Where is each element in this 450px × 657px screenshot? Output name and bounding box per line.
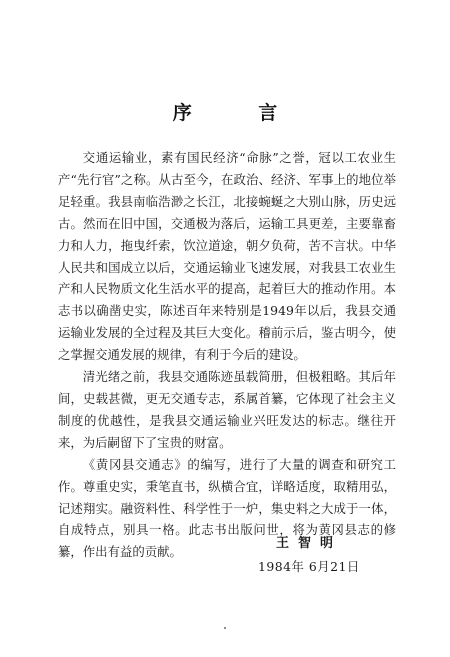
signature-date: 1984年 6月21日	[258, 559, 360, 574]
paragraph-3: 《黄冈县交通志》的编写，进行了大量的调查和研究工作。尊重史实，秉笔直书，纵横合宜，详略适度，取精用弘，记述翔实。融资料性、科学性于一炉，集史料之大成于一体，自成特点，别具一格。此志书出版问世，将为黄冈县志的修纂，作出有益的贡献。	[58, 456, 396, 560]
page-title: 序 言	[172, 102, 308, 124]
scan-speck	[224, 627, 226, 629]
paragraph-2: 清光绪之前，我县交通陈迹虽载简册，但极粗略。其后年间，史载甚微，更无交通专志，系属首纂，它体现了社会主义制度的优越性，是我县交通运输业兴旺发达的标志。继往开来，为后嗣留下了宝贵的财富。	[58, 369, 396, 450]
author-signature: 王智明	[276, 536, 343, 551]
paragraph-1: 交通运输业，素有国民经济“命脉”之誉，冠以工农业生产“先行官”之称。从古至今，在政治、经济、军事上的地位举足轻重。我县南临浩渺之长江，北接蜿蜒之大别山脉，历史远古。然而在旧中国，交通极为落后，运输工具更差，主要靠畜力和人力，拖曳纤索，饮泣道途，朝夕负荷，苦不言状。中华人民共和国成立以后，交通运输业飞速发展，对我县工农业生产和人民物质文化生活水平的提高，起着巨大的推动作用。本志书以确凿史实，陈述百年来特别是1949年以后，我县交通运输业发展的全过程及其巨大变化。稽前示后，鉴古明今，使之掌握交通发展的规律，有利于今后的建设。	[58, 150, 396, 363]
preface-body	[58, 147, 396, 563]
